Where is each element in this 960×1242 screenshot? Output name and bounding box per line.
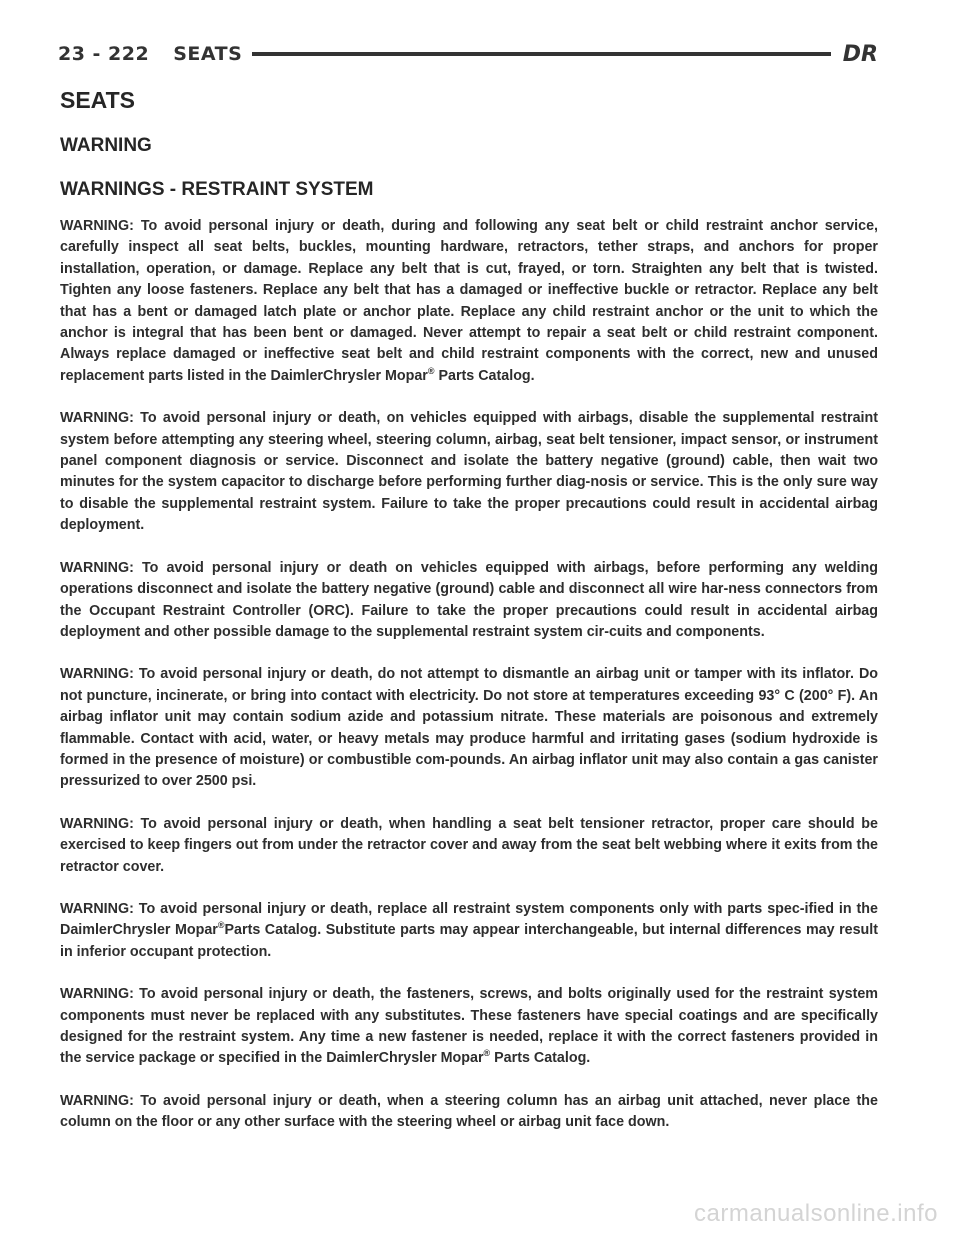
registered-mark: ®: [427, 365, 435, 376]
warning-paragraph-1: WARNING: To avoid personal injury or death, during and following any seat belt or child restraint anchor service, carefully inspect all seat belts, buckles, mounting hardware, retractors, tether straps, and anchors for proper installation, operation, or damage. Replace any belt that is cut, frayed, or torn. Straighten any belt that is twisted. Tighten any loose fasteners. Replace any belt that has a damaged or ineffective buckle or retractor. Replace any belt that has a bent or damaged latch plate or anchor plate. Replace any child restraint anchor or the unit to which the anchor is integral that has been bent or damaged. Never attempt to repair a seat belt or child restraint component. Always replace damaged or ineffective seat belt and child restraint components with the correct, new and unused replacement parts listed in the DaimlerChrysler Mopar® Parts Catalog.: [60, 218, 878, 384]
warning-paragraph-7: WARNING: To avoid personal injury or death, the fasteners, screws, and bolts originally used for the restraint system components must never be replaced with any substitutes. These fasteners have special coatings and are specifically designed for the restraint system. Any time a new fastener is needed, replace it with the correct fasteners provided in the service package or specified in the DaimlerChrysler Mopar® Parts Catalog.: [60, 986, 878, 1067]
warning-paragraph-2: WARNING: To avoid personal injury or death, on vehicles equipped with airbags, disable the supplemental restraint system before attempting any steering wheel, steering column, airbag, seat belt tensioner, impact sensor, or instrument panel component diagnosis or service. Disconnect and isolate the battery negative (ground) cable, then wait two minutes for the system capacitor to discharge before performing further diag-nosis or service. This is the only sure way to disable the supplemental restraint system. Failure to take the proper precautions could result in accidental airbag deployment.: [60, 410, 878, 534]
subsection-heading-restraint-system: WARNINGS - RESTRAINT SYSTEM: [60, 179, 374, 200]
warning-paragraph-5: WARNING: To avoid personal injury or death, when handling a seat belt tensioner retractor, proper care should be exercised to keep fingers out from under the retractor cover and away from the seat belt webbing where it exits from the retractor cover.: [60, 815, 878, 875]
warning-paragraph-3: WARNING: To avoid personal injury or death on vehicles equipped with airbags, before performing any welding operations disconnect and isolate the battery negative (ground) cable and disconnect all wire har-ness connectors from the Occupant Restraint Controller (ORC). Failure to take the proper precautions could result in accidental airbag deployment and other possible damage to the supplemental restraint system cir-cuits and components.: [60, 559, 878, 640]
page-title: SEATS: [60, 87, 135, 113]
section-heading-warning: WARNING: [60, 135, 152, 156]
page-number: 23 - 222: [58, 43, 150, 65]
registered-mark: ®: [217, 920, 225, 931]
header-rule: [252, 52, 831, 56]
model-code: DR: [842, 41, 878, 67]
warning-paragraph-6: WARNING: To avoid personal injury or death, replace all restraint system components only with parts spec-ified in the DaimlerChrysler Mopar®Parts Catalog. Substitute parts may appear interchangeable, but internal differences may result in inferior occupant protection.: [60, 900, 879, 960]
warning-paragraph-8: WARNING: To avoid personal injury or death, when a steering column has an airbag unit attached, never place the column on the floor or any other surface with the steering wheel or airbag unit face down.: [60, 1092, 878, 1131]
section-name: SEATS: [173, 43, 243, 65]
registered-mark: ®: [483, 1048, 491, 1059]
warning-paragraph-4: WARNING: To avoid personal injury or death, do not attempt to dismantle an airbag unit or tamper with its inflator. Do not puncture, incinerate, or bring into contact with electricity. Do not store at temperatures exceeding 93° C (200° F). An airbag inflator unit may contain sodium azide and potassium nitrate. These materials are poisonous and extremely flammable. Contact with acid, water, or heavy metals may produce harmful and irritating gases (sodium hydroxide is formed in the presence of moisture) or combustible com-pounds. An airbag inflator unit may also contain a gas canister pressurized to over 2500 psi.: [60, 666, 878, 790]
page-header: [58, 40, 878, 68]
page-body: [60, 84, 878, 1134]
watermark: carmanualsonline.info: [694, 1200, 938, 1227]
